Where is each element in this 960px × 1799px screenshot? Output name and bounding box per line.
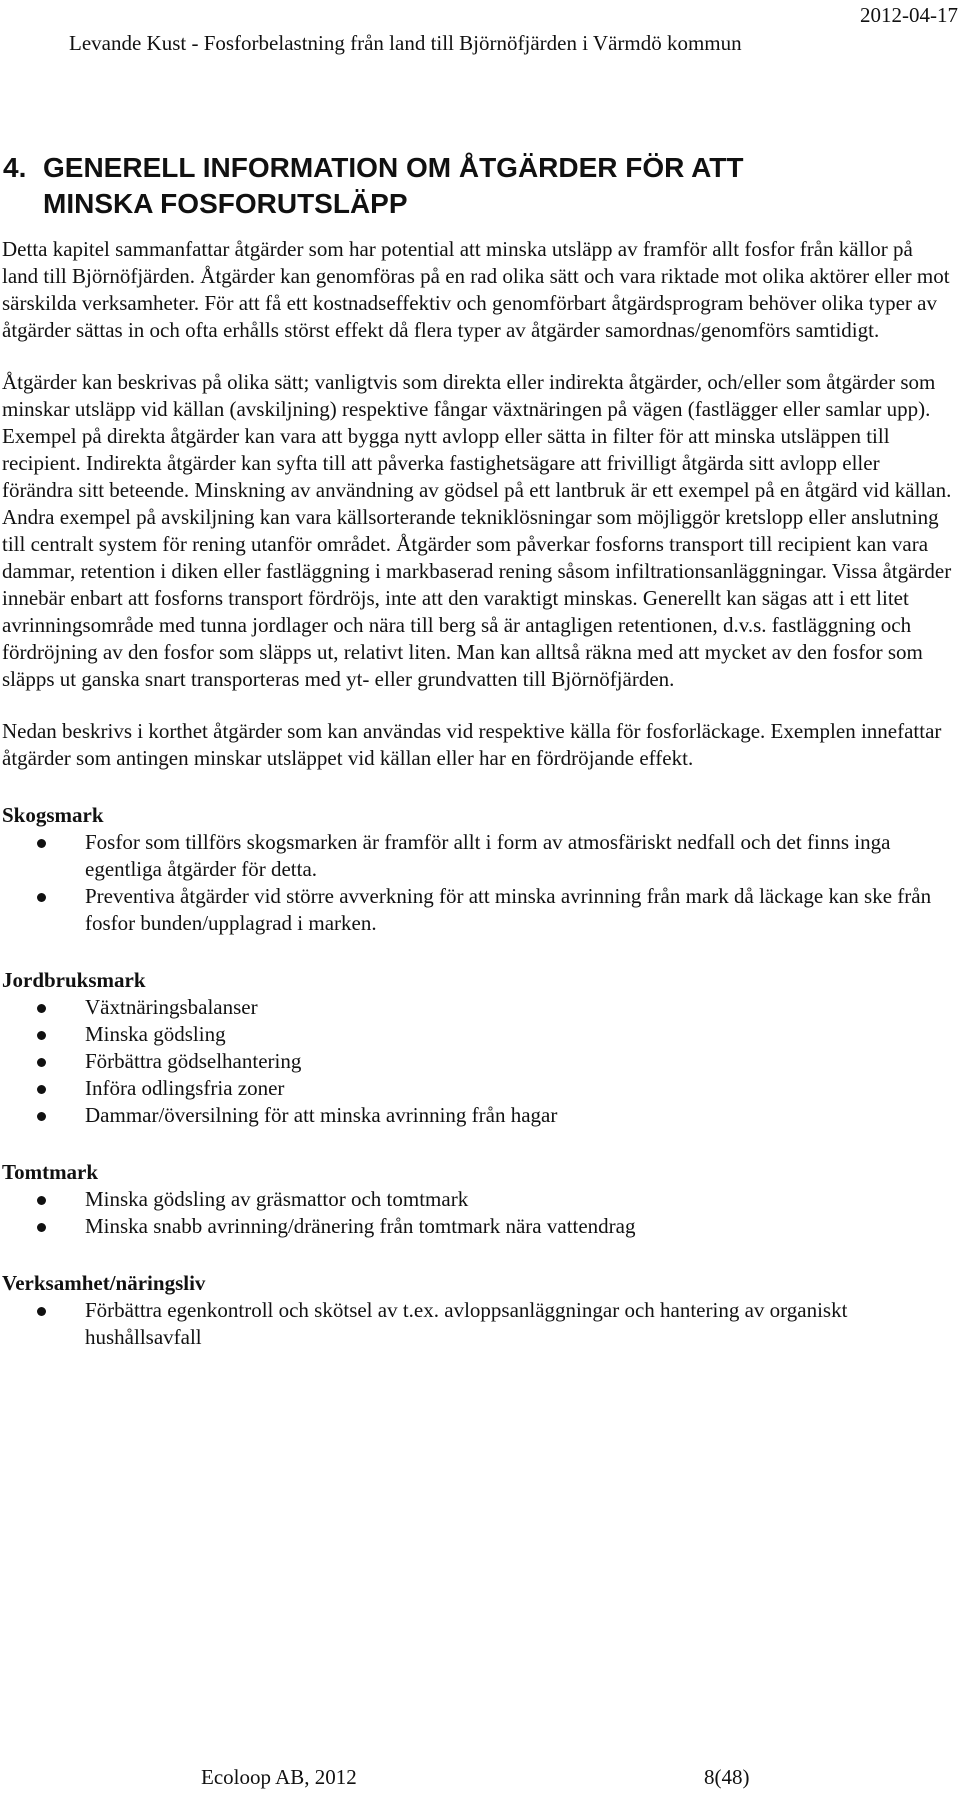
list-item (2, 829, 954, 883)
bullet-icon (37, 1196, 46, 1205)
bullet-icon (37, 1004, 46, 1013)
list-item-text: Preventiva åtgärder vid större avverkning för att minska avrinning från mark då läckage kan ske från fosfor bunden/upplagrad i marken. (85, 884, 932, 935)
bullet-icon (37, 1307, 46, 1316)
summary-paragraph: Nedan beskrivs i korthet åtgärder som kan användas vid respektive källa för fosforläckage. Exemplen innefattar åtgärder som antingen minskar utsläppet vid källan eller har en fördröjande effekt. (2, 719, 942, 770)
list-item-text: Minska gödsling av gräsmattor och tomtmark (85, 1187, 469, 1211)
list-item-text: Minska gödsling (85, 1022, 226, 1046)
list-item (2, 1075, 954, 1102)
footer-company: Ecoloop AB, 2012 (201, 1765, 357, 1789)
bullet-icon (37, 1031, 46, 1040)
section-title: Jordbruksmark (2, 968, 146, 992)
bullet-icon (37, 1058, 46, 1067)
list-item (2, 1021, 954, 1048)
chapter-number: 4. (3, 152, 27, 183)
bullet-icon (37, 1223, 46, 1232)
bullet-list (2, 1186, 954, 1240)
header-date: 2012-04-17 (860, 3, 958, 27)
list-item (2, 1213, 954, 1240)
page-number: 8(48) (704, 1765, 750, 1789)
bullet-list (2, 994, 954, 1129)
section-skogsmark (2, 802, 954, 937)
bullet-icon (37, 839, 46, 848)
list-item (2, 994, 954, 1021)
list-item (2, 883, 954, 937)
bullet-list (2, 1297, 954, 1351)
bullet-list (2, 829, 954, 937)
list-item (2, 1102, 954, 1129)
list-item (2, 1048, 954, 1075)
bullet-icon (37, 1085, 46, 1094)
section-jordbruksmark (2, 967, 954, 1129)
section-title: Tomtmark (2, 1160, 99, 1184)
list-item-text: Införa odlingsfria zoner (85, 1076, 285, 1100)
bullet-icon (37, 893, 46, 902)
intro-paragraph: Detta kapitel sammanfattar åtgärder som har potential att minska utsläpp av framför allt fosfor från källor på land till Björnöfjärden. Åtgärder kan genomföras på en rad olika sätt och vara riktade mot olika aktörer eller mot särskilda verksamheter. För att få ett kostnadseffektiv och genomförbart åtgärdsprogram behöver olika typer av åtgärder sättas in och ofta erhålls störst effekt då flera typer av åtgärder samordnas/genomförs samtidigt. (2, 237, 950, 342)
section-tomtmark (2, 1159, 954, 1240)
list-item-text: Dammar/översilning för att minska avrinning från hagar (85, 1103, 558, 1127)
list-item-text: Fosfor som tillförs skogsmarken är framför allt i form av atmosfäriskt nedfall och det finns inga egentliga åtgärder för detta. (85, 830, 891, 881)
list-item-text: Förbättra egenkontroll och skötsel av t.ex. avloppsanläggningar och hantering av organiskt hushållsavfall (85, 1298, 848, 1349)
chapter-title: GENERELL INFORMATION OM ÅTGÄRDER FÖR ATT MINSKA FOSFORUTSLÄPP (43, 152, 744, 219)
section-verksamhet (2, 1270, 954, 1351)
list-item-text: Växtnäringsbalanser (85, 995, 258, 1019)
section-title: Skogsmark (2, 803, 104, 827)
body-content (2, 236, 954, 1351)
bullet-icon (37, 1112, 46, 1121)
list-item (2, 1297, 954, 1351)
description-paragraph: Åtgärder kan beskrivas på olika sätt; vanligtvis som direkta eller indirekta åtgärder, och/eller som åtgärder som minskar utsläpp vid källan (avskiljning) respektive fångar växtnäringen på vägen (fastlägger eller samlar upp). Exempel på direkta åtgärder kan vara att bygga nytt avlopp eller sätta in filter för att minska utsläppen till recipient. Indirekta åtgärder kan syfta till att påverka fastighetsägare att frivilligt åtgärda sitt avlopp eller förändra sitt beteende. Minskning av användning av gödsel på ett lantbruk är ett exempel på en åtgärd vid källan. Andra exempel på avskiljning kan vara källsorterande tekniklösningar som möjliggör kretslopp eller anslutning till centralt system för rening utanför området. Åtgärder som påverkar fosforns transport till recipient kan vara dammar, retention i diken eller fastläggning i markbaserad rening såsom infiltrationsanläggningar. Vissa åtgärder innebär enbart att fosforns transport fördröjs, inte att den varaktigt minskas. Generellt kan sägas att i ett litet avrinningsområde med tunna jordlager och nära till berg så är antagligen retentionen, d.v.s. fastläggning och fördröjning av den fosfor som släpps ut, relativt liten. Man kan alltså räkna med att mycket av den fosfor som släpps ut ganska snart transporteras med yt- eller grundvatten till Björnöfjärden. (2, 370, 952, 691)
header-title: Levande Kust - Fosforbelastning från land till Björnöfjärden i Värmdö kommun (69, 31, 742, 55)
list-item-text: Förbättra gödselhantering (85, 1049, 302, 1073)
list-item (2, 1186, 954, 1213)
list-item-text: Minska snabb avrinning/dränering från tomtmark nära vattendrag (85, 1214, 636, 1238)
chapter-heading (3, 150, 843, 222)
section-title: Verksamhet/näringsliv (2, 1271, 206, 1295)
